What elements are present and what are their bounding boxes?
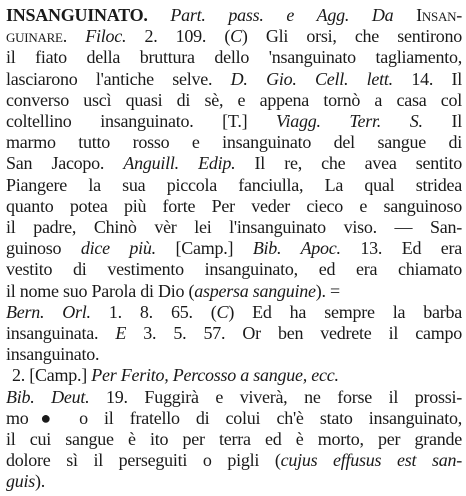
text-run xyxy=(67,26,85,46)
text-run: 19. Fuggirà e viverà, ne forse il prossi- xyxy=(89,386,462,407)
italic-text: Part. pass. e Agg. Da xyxy=(170,5,394,25)
text-run: vestito di vestimento insanguinato, ed era chiamato xyxy=(6,259,462,280)
text-run xyxy=(148,5,171,25)
entry-line xyxy=(6,449,462,471)
italic-text: Viagg. Terr. S. xyxy=(276,111,423,131)
italic-text: Bern. Orl. xyxy=(6,301,91,322)
small-caps-text: Insan- xyxy=(416,5,463,25)
entry-line xyxy=(6,407,462,429)
italic-text: Bib. Apoc. xyxy=(252,238,341,259)
italic-text: E xyxy=(115,323,127,343)
text-run: mo● o il fratello di colui ch'è stato insanguinato, xyxy=(6,407,462,428)
entry-line xyxy=(6,152,462,174)
text-run: il fiato della bruttura dello 'nsanguinato tagliamento, xyxy=(6,47,462,68)
text-run: converso uscì quasi di sè, e appena tornò a casa col xyxy=(6,89,462,110)
entry-line xyxy=(6,237,462,259)
entry-line xyxy=(6,89,462,111)
text-run: [Camp.] xyxy=(155,238,253,259)
dictionary-entry xyxy=(6,4,462,492)
text-run: 13. Ed era xyxy=(340,238,463,259)
entry-line xyxy=(6,174,462,196)
italic-text: D. Gio. Cell. lett. xyxy=(230,68,393,89)
text-run: ) Ed ha sempre la barba xyxy=(228,301,463,322)
text-run: marmo tutto rosso e insanguinato del sangue di xyxy=(6,132,462,153)
entry-line xyxy=(6,110,462,132)
text-run: 2. 109. ( xyxy=(126,26,231,47)
text-run: insanguinato. xyxy=(6,344,100,365)
headword: INSANGUINATO. xyxy=(6,5,148,25)
entry-line xyxy=(6,131,462,153)
text-run: ) Gli orsi, che sentirono xyxy=(241,26,463,47)
entry-line xyxy=(6,428,462,450)
text-run: 1. 8. 65. ( xyxy=(90,301,217,322)
entry-line xyxy=(6,386,462,408)
italic-text: Per Ferito, Percosso a sangue, ecc. xyxy=(91,365,339,386)
text-run: Il xyxy=(422,111,463,131)
italic-text: C xyxy=(230,26,242,47)
text-run: ). xyxy=(35,471,46,492)
text-run: 2. [Camp.] xyxy=(12,365,92,386)
entry-line xyxy=(6,195,462,217)
entry-line xyxy=(6,301,462,323)
entry-line xyxy=(6,343,462,365)
italic-text: Filoc. xyxy=(85,26,127,47)
text-run: Piangere la sua piccola fanciulla, La qual stridea xyxy=(6,174,462,195)
text-run: il padre, Chinò vèr lei l'insanguinato viso. — San- xyxy=(6,217,462,237)
entry-line xyxy=(6,216,462,238)
entry-line xyxy=(6,470,462,492)
entry-line xyxy=(12,364,462,386)
text-run: dolore sì il perseguiti o pigli ( xyxy=(6,450,281,471)
entry-line xyxy=(6,322,462,344)
text-run xyxy=(393,5,416,25)
italic-text: cujus effusus est san- xyxy=(280,450,462,471)
text-run: 3. 5. 57. Or ben vedrete il campo xyxy=(126,323,462,343)
text-run: San Jacopo. xyxy=(6,153,124,174)
entry-line xyxy=(6,68,462,90)
italic-text: dice più. xyxy=(80,238,156,259)
text-run: lasciarono l'antiche selve. xyxy=(6,68,231,89)
entry-line xyxy=(6,280,462,302)
small-caps-text: guinare. xyxy=(6,26,67,47)
entry-line xyxy=(6,46,462,68)
italic-text: C xyxy=(216,301,229,322)
text-run: il cui sangue è ito per terra ed è morto, per grande xyxy=(6,429,462,449)
text-run: 14. Il xyxy=(392,68,462,89)
text-run: ). = xyxy=(315,280,340,301)
italic-text: Bib. Deut. xyxy=(6,386,90,407)
text-run: quanto potea più forte Per veder cieco e sanguinoso xyxy=(6,195,462,216)
text-run: coltellino insanguinato. [T.] xyxy=(6,111,277,131)
italic-text: aspersa sanguine xyxy=(194,280,316,301)
entry-line xyxy=(6,258,462,280)
entry-line xyxy=(6,25,462,47)
text-run: insanguinata. xyxy=(6,323,116,343)
text-run: guinoso xyxy=(6,238,81,259)
entry-line xyxy=(6,4,462,26)
text-run: Il re, che avea sentito xyxy=(235,153,463,174)
italic-text: Anguill. Edip. xyxy=(123,153,236,174)
italic-text: guis xyxy=(6,471,36,492)
text-run: il nome suo Parola di Dio ( xyxy=(6,280,195,301)
